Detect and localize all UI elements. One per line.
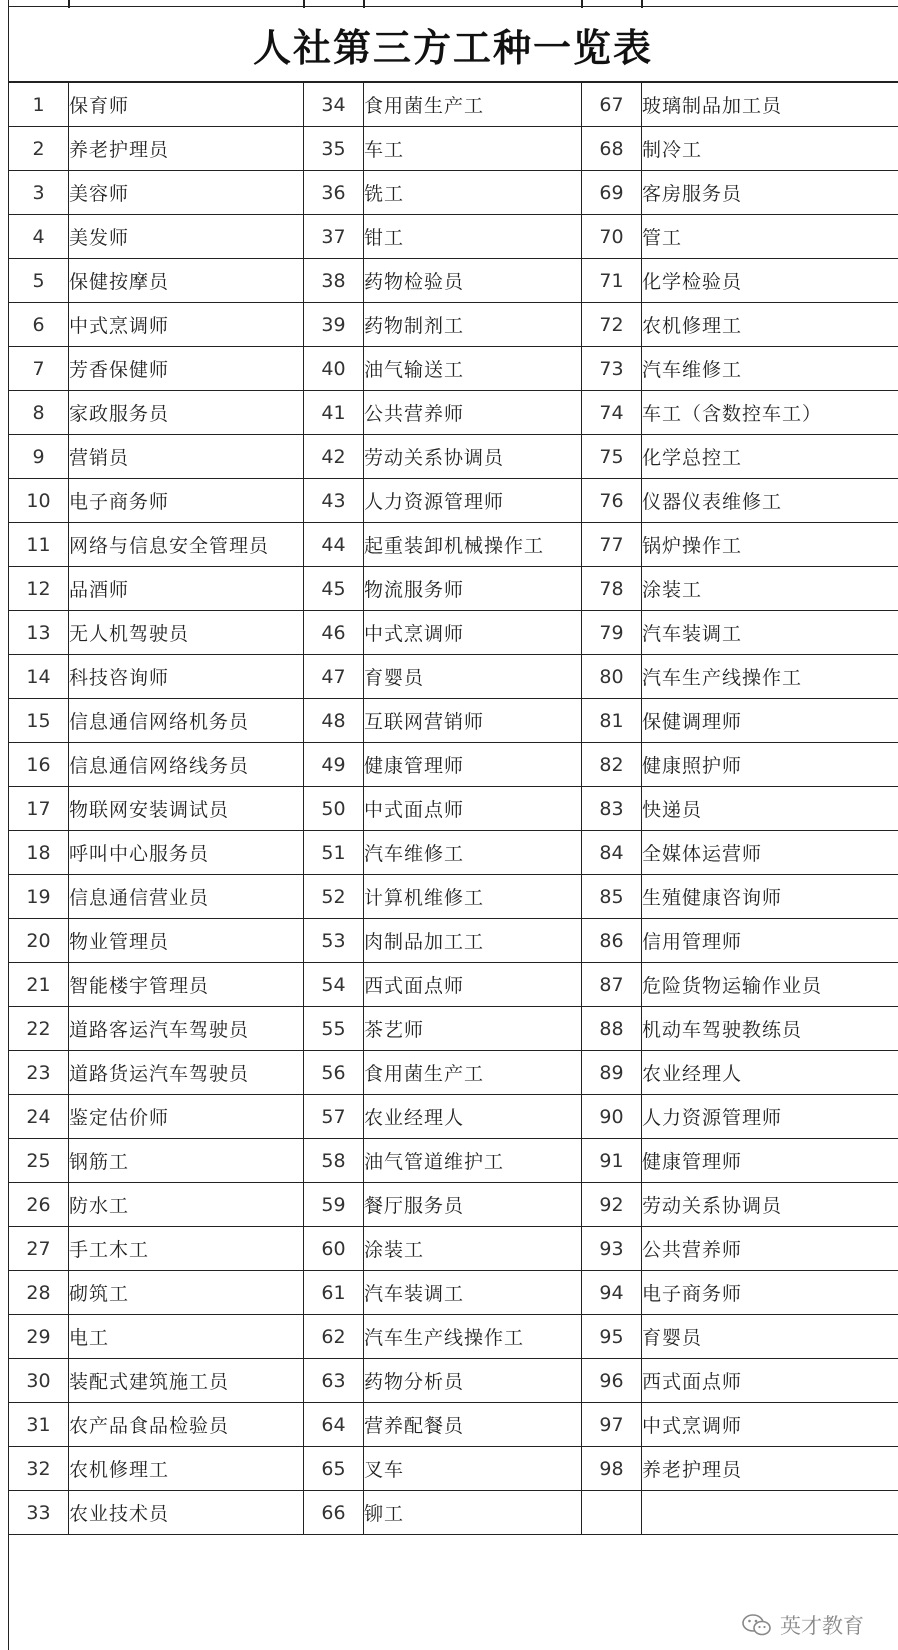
job-name: 劳动关系协调员	[364, 435, 582, 479]
row-number: 26	[9, 1183, 69, 1227]
job-name: 食用菌生产工	[364, 1051, 582, 1095]
row-number: 18	[9, 831, 69, 875]
job-name: 公共营养师	[642, 1227, 898, 1271]
table-row	[9, 1007, 898, 1051]
row-number: 21	[9, 963, 69, 1007]
job-name: 健康管理师	[642, 1139, 898, 1183]
table-row	[9, 963, 898, 1007]
job-name: 全媒体运营师	[642, 831, 898, 875]
table-row	[9, 1491, 898, 1535]
job-name: 农业技术员	[69, 1491, 304, 1535]
table-row	[9, 1447, 898, 1491]
job-name: 信息通信网络线务员	[69, 743, 304, 787]
row-number: 87	[582, 963, 642, 1007]
row-number: 6	[9, 303, 69, 347]
job-name: 化学总控工	[642, 435, 898, 479]
job-name: 智能楼宇管理员	[69, 963, 304, 1007]
row-number: 67	[582, 83, 642, 127]
table-row	[9, 875, 898, 919]
row-number: 69	[582, 171, 642, 215]
row-number	[582, 1491, 642, 1535]
row-number: 58	[304, 1139, 364, 1183]
job-name: 危险货物运输作业员	[642, 963, 898, 1007]
table-row	[9, 259, 898, 303]
job-table	[8, 82, 898, 1535]
job-name: 中式面点师	[364, 787, 582, 831]
row-number: 93	[582, 1227, 642, 1271]
job-name: 育婴员	[364, 655, 582, 699]
row-number: 44	[304, 523, 364, 567]
row-number: 38	[304, 259, 364, 303]
row-number: 94	[582, 1271, 642, 1315]
row-number: 89	[582, 1051, 642, 1095]
job-name: 信息通信网络机务员	[69, 699, 304, 743]
job-name: 美发师	[69, 215, 304, 259]
table-row	[9, 215, 898, 259]
job-name: 品酒师	[69, 567, 304, 611]
table-row	[9, 1359, 898, 1403]
job-name: 物业管理员	[69, 919, 304, 963]
row-number: 56	[304, 1051, 364, 1095]
table-row	[9, 655, 898, 699]
job-name: 汽车维修工	[642, 347, 898, 391]
job-name: 钢筋工	[69, 1139, 304, 1183]
row-number: 85	[582, 875, 642, 919]
table-row	[9, 1183, 898, 1227]
table-row	[9, 1271, 898, 1315]
row-number: 70	[582, 215, 642, 259]
row-number: 11	[9, 523, 69, 567]
row-number: 5	[9, 259, 69, 303]
row-number: 35	[304, 127, 364, 171]
row-number: 34	[304, 83, 364, 127]
job-name: 管工	[642, 215, 898, 259]
row-number: 76	[582, 479, 642, 523]
row-number: 27	[9, 1227, 69, 1271]
row-number: 20	[9, 919, 69, 963]
table-row	[9, 303, 898, 347]
row-number: 92	[582, 1183, 642, 1227]
job-name: 机动车驾驶教练员	[642, 1007, 898, 1051]
job-name: 西式面点师	[364, 963, 582, 1007]
job-name: 农机修理工	[642, 303, 898, 347]
row-number: 62	[304, 1315, 364, 1359]
table-row	[9, 831, 898, 875]
job-name	[642, 1491, 898, 1535]
job-name: 餐厅服务员	[364, 1183, 582, 1227]
row-number: 4	[9, 215, 69, 259]
job-name: 涂装工	[642, 567, 898, 611]
row-number: 1	[9, 83, 69, 127]
table-row	[9, 523, 898, 567]
page-title: 人社第三方工种一览表	[8, 6, 898, 82]
row-number: 82	[582, 743, 642, 787]
row-number: 7	[9, 347, 69, 391]
table-row	[9, 787, 898, 831]
row-number: 14	[9, 655, 69, 699]
row-number: 91	[582, 1139, 642, 1183]
row-number: 86	[582, 919, 642, 963]
job-name: 车工（含数控车工）	[642, 391, 898, 435]
row-number: 95	[582, 1315, 642, 1359]
row-number: 49	[304, 743, 364, 787]
job-name: 制冷工	[642, 127, 898, 171]
job-name: 油气输送工	[364, 347, 582, 391]
row-number: 77	[582, 523, 642, 567]
row-number: 98	[582, 1447, 642, 1491]
job-name: 健康管理师	[364, 743, 582, 787]
job-name: 鉴定估价师	[69, 1095, 304, 1139]
row-number: 96	[582, 1359, 642, 1403]
job-name: 劳动关系协调员	[642, 1183, 898, 1227]
job-name: 中式烹调师	[642, 1403, 898, 1447]
row-number: 43	[304, 479, 364, 523]
job-name: 汽车生产线操作工	[642, 655, 898, 699]
job-name: 养老护理员	[642, 1447, 898, 1491]
row-number: 63	[304, 1359, 364, 1403]
row-number: 10	[9, 479, 69, 523]
job-name: 装配式建筑施工员	[69, 1359, 304, 1403]
job-name: 营销员	[69, 435, 304, 479]
job-name: 人力资源管理师	[642, 1095, 898, 1139]
row-number: 60	[304, 1227, 364, 1271]
job-name: 铆工	[364, 1491, 582, 1535]
row-number: 64	[304, 1403, 364, 1447]
row-number: 79	[582, 611, 642, 655]
job-name: 涂装工	[364, 1227, 582, 1271]
job-name: 电子商务师	[69, 479, 304, 523]
job-name: 快递员	[642, 787, 898, 831]
job-name: 农业经理人	[364, 1095, 582, 1139]
job-name: 信息通信营业员	[69, 875, 304, 919]
row-number: 54	[304, 963, 364, 1007]
job-name: 中式烹调师	[364, 611, 582, 655]
table-row	[9, 1403, 898, 1447]
row-number: 90	[582, 1095, 642, 1139]
row-number: 55	[304, 1007, 364, 1051]
row-number: 42	[304, 435, 364, 479]
row-number: 30	[9, 1359, 69, 1403]
row-number: 97	[582, 1403, 642, 1447]
table-row	[9, 611, 898, 655]
job-name: 汽车维修工	[364, 831, 582, 875]
row-number: 71	[582, 259, 642, 303]
job-name: 计算机维修工	[364, 875, 582, 919]
job-name: 道路客运汽车驾驶员	[69, 1007, 304, 1051]
table-row	[9, 127, 898, 171]
row-number: 13	[9, 611, 69, 655]
watermark	[738, 1608, 868, 1642]
row-number: 72	[582, 303, 642, 347]
table-row	[9, 919, 898, 963]
row-number: 50	[304, 787, 364, 831]
job-name: 防水工	[69, 1183, 304, 1227]
job-name: 电工	[69, 1315, 304, 1359]
table-row	[9, 1227, 898, 1271]
row-number: 37	[304, 215, 364, 259]
row-number: 39	[304, 303, 364, 347]
job-name: 电子商务师	[642, 1271, 898, 1315]
job-name: 保育师	[69, 83, 304, 127]
row-number: 51	[304, 831, 364, 875]
job-name: 物联网安装调试员	[69, 787, 304, 831]
job-name: 汽车装调工	[364, 1271, 582, 1315]
row-number: 24	[9, 1095, 69, 1139]
table-row	[9, 1095, 898, 1139]
job-name: 无人机驾驶员	[69, 611, 304, 655]
job-name: 生殖健康咨询师	[642, 875, 898, 919]
job-name: 信用管理师	[642, 919, 898, 963]
table-row	[9, 699, 898, 743]
row-number: 15	[9, 699, 69, 743]
job-name: 锅炉操作工	[642, 523, 898, 567]
row-number: 9	[9, 435, 69, 479]
row-number: 65	[304, 1447, 364, 1491]
row-number: 80	[582, 655, 642, 699]
job-name: 化学检验员	[642, 259, 898, 303]
row-number: 33	[9, 1491, 69, 1535]
row-number: 75	[582, 435, 642, 479]
table-row	[9, 347, 898, 391]
job-name: 保健按摩员	[69, 259, 304, 303]
row-number: 32	[9, 1447, 69, 1491]
row-number: 41	[304, 391, 364, 435]
job-name: 呼叫中心服务员	[69, 831, 304, 875]
job-name: 人力资源管理师	[364, 479, 582, 523]
watermark-text: 英才教育	[780, 1614, 864, 1638]
job-name: 科技咨询师	[69, 655, 304, 699]
job-name: 物流服务师	[364, 567, 582, 611]
row-number: 19	[9, 875, 69, 919]
job-name: 起重装卸机械操作工	[364, 523, 582, 567]
row-number: 45	[304, 567, 364, 611]
row-number: 23	[9, 1051, 69, 1095]
row-number: 28	[9, 1271, 69, 1315]
row-number: 74	[582, 391, 642, 435]
table-row	[9, 743, 898, 787]
row-number: 73	[582, 347, 642, 391]
row-number: 68	[582, 127, 642, 171]
table-row	[9, 1139, 898, 1183]
row-number: 61	[304, 1271, 364, 1315]
row-number: 16	[9, 743, 69, 787]
job-name: 叉车	[364, 1447, 582, 1491]
job-name: 农产品食品检验员	[69, 1403, 304, 1447]
job-name: 芳香保健师	[69, 347, 304, 391]
job-name: 食用菌生产工	[364, 83, 582, 127]
job-name: 农业经理人	[642, 1051, 898, 1095]
job-name: 养老护理员	[69, 127, 304, 171]
row-number: 22	[9, 1007, 69, 1051]
job-name: 砌筑工	[69, 1271, 304, 1315]
row-number: 48	[304, 699, 364, 743]
job-name: 家政服务员	[69, 391, 304, 435]
row-number: 52	[304, 875, 364, 919]
row-number: 47	[304, 655, 364, 699]
row-number: 12	[9, 567, 69, 611]
row-number: 78	[582, 567, 642, 611]
job-name: 油气管道维护工	[364, 1139, 582, 1183]
row-number: 2	[9, 127, 69, 171]
table-row	[9, 1315, 898, 1359]
job-name: 仪器仪表维修工	[642, 479, 898, 523]
row-number: 46	[304, 611, 364, 655]
table-row	[9, 171, 898, 215]
row-number: 59	[304, 1183, 364, 1227]
job-name: 钳工	[364, 215, 582, 259]
job-name: 客房服务员	[642, 171, 898, 215]
row-number: 53	[304, 919, 364, 963]
job-name: 茶艺师	[364, 1007, 582, 1051]
row-number: 3	[9, 171, 69, 215]
row-number: 57	[304, 1095, 364, 1139]
table-row	[9, 391, 898, 435]
row-number: 29	[9, 1315, 69, 1359]
row-number: 83	[582, 787, 642, 831]
table-row	[9, 435, 898, 479]
job-name: 汽车生产线操作工	[364, 1315, 582, 1359]
job-name: 公共营养师	[364, 391, 582, 435]
job-name: 肉制品加工工	[364, 919, 582, 963]
job-name: 车工	[364, 127, 582, 171]
job-name: 药物制剂工	[364, 303, 582, 347]
table-row	[9, 1051, 898, 1095]
job-name: 道路货运汽车驾驶员	[69, 1051, 304, 1095]
job-name: 西式面点师	[642, 1359, 898, 1403]
job-name: 铣工	[364, 171, 582, 215]
job-name: 育婴员	[642, 1315, 898, 1359]
job-name: 互联网营销师	[364, 699, 582, 743]
job-name: 手工木工	[69, 1227, 304, 1271]
wechat-icon	[742, 1613, 772, 1637]
row-number: 84	[582, 831, 642, 875]
row-number: 8	[9, 391, 69, 435]
row-number: 88	[582, 1007, 642, 1051]
row-number: 17	[9, 787, 69, 831]
job-name: 汽车装调工	[642, 611, 898, 655]
row-number: 31	[9, 1403, 69, 1447]
job-name: 美容师	[69, 171, 304, 215]
row-number: 36	[304, 171, 364, 215]
job-name: 玻璃制品加工员	[642, 83, 898, 127]
table-row	[9, 479, 898, 523]
row-number: 25	[9, 1139, 69, 1183]
job-name: 药物分析员	[364, 1359, 582, 1403]
table-row	[9, 83, 898, 127]
job-name: 药物检验员	[364, 259, 582, 303]
job-name: 网络与信息安全管理员	[69, 523, 304, 567]
row-number: 81	[582, 699, 642, 743]
job-name: 保健调理师	[642, 699, 898, 743]
job-name: 农机修理工	[69, 1447, 304, 1491]
job-name: 营养配餐员	[364, 1403, 582, 1447]
job-name: 中式烹调师	[69, 303, 304, 347]
row-number: 40	[304, 347, 364, 391]
table-row	[9, 567, 898, 611]
job-name: 健康照护师	[642, 743, 898, 787]
row-number: 66	[304, 1491, 364, 1535]
